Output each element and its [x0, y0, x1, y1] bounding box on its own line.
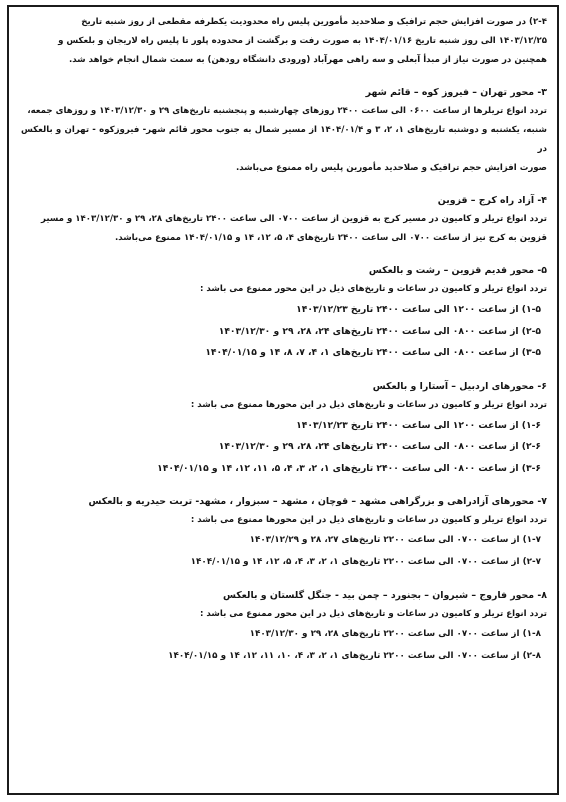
paragraph-line: شنبه، یکشنبه و دوشنبه تاریخ‌های ۱، ۲، ۳ و ۱۴۰۴/۰۱/۴ از مسیر شمال به جنوب محور قائم شهر- فیروزکوه - تهران و بالعکس در: [21, 125, 547, 154]
paragraph-line: ۱۴۰۳/۱۲/۲۵ الی روز شنبه تاریخ ۱۴۰۴/۰۱/۱۶ به صورت رفت و برگشت از محدوده پلور تا پلیس راه لاریجان و بلعکس و: [58, 36, 547, 46]
section-3: [21, 84, 547, 178]
section-7: [21, 493, 547, 573]
list-item: ۳-۶) از ساعت ۰۸۰۰ الی ساعت ۲۴۰۰ تاریخ‌های ۱، ۲، ۳، ۴، ۵، ۱۱، ۱۲، ۱۴ و ۱۴۰۴/۰۱/۱۵: [157, 462, 541, 474]
paragraph-line: صورت افزایش حجم ترافیک و صلاحدید مأمورین پلیس راه ممنوع می‌باشد.: [235, 163, 547, 173]
section-intro: تردد انواع تریلر و کامیون در ساعات و تاریخ‌های ذیل در این محور ممنوع می باشد :: [200, 284, 547, 294]
section-intro: تردد انواع تریلر و کامیون در ساعات و تاریخ‌های ذیل در این محورها ممنوع می باشد :: [190, 515, 547, 525]
document-body: [9, 7, 557, 793]
section-title: ۶- محورهای اردبیل – آستارا و بالعکس: [372, 380, 547, 392]
list-item: ۲-۵) از ساعت ۰۸۰۰ الی ساعت ۲۴۰۰ تاریخ‌های ۲۴، ۲۸، ۲۹ و ۱۴۰۳/۱۲/۳۰: [218, 325, 541, 337]
section-title: ۷- محورهای آزادراهی و بزرگراهی مشهد – قوچان ، مشهد – سبزوار ، مشهد- تربت حیدریه و بالعکس: [88, 496, 547, 507]
list-item: ۲-۷) از ساعت ۰۷۰۰ الی ساعت ۲۲۰۰ تاریخ‌های ۱، ۲، ۳، ۴، ۵، ۱۲، ۱۴ و ۱۴۰۴/۰۱/۱۵: [190, 556, 541, 567]
section-title: ۴- آزاد راه کرج – قزوین: [437, 195, 547, 206]
list-item: ۲-۸) از ساعت ۰۷۰۰ الی ساعت ۲۲۰۰ تاریخ‌های ۱، ۲، ۳، ۴، ۱۰، ۱۱، ۱۲، ۱۴ و ۱۴۰۴/۰۱/۱۵: [168, 650, 541, 661]
paragraph-line: قزوین به کرج نیز از ساعت ۰۷۰۰ الی ساعت ۲۴۰۰ تاریخ‌های ۴، ۵، ۱۲، ۱۴ و ۱۴۰۴/۰۱/۱۵ ممنوع می‌باشد.: [114, 233, 547, 243]
paragraph-line: تردد انواع تریلر و کامیون در مسیر کرج به قزوین از ساعت ۰۷۰۰ الی ساعت ۲۴۰۰ تاریخ‌های ۲۸، ۲۹ و ۱۴۰۳/۱۲/۳۰ و مسیر: [41, 214, 547, 224]
paragraph-line: تردد انواع تریلرها از ساعت ۰۶۰۰ الی ساعت ۲۴۰۰ روزهای چهارشنبه و پنجشنبه تاریخ‌های ۲۹ و ۱۴۰۳/۱۲/۳۰ و روزهای جمعه،: [27, 106, 547, 116]
section-intro: تردد انواع تریلر و کامیون در ساعات و تاریخ‌های ذیل در این محور ممنوع می باشد :: [200, 609, 547, 619]
list-item: ۱-۵) از ساعت ۱۲۰۰ الی ساعت ۲۴۰۰ تاریخ ۱۴۰۳/۱۲/۲۳: [296, 304, 541, 315]
section-4: [21, 192, 547, 248]
section-title: ۵- محور قدیم قزوین – رشت و بالعکس: [368, 265, 547, 276]
paragraph-line: همچنین در صورت نیاز از مبدأ آبعلی و سه راهی مهرآباد (ورودی دانشگاه رودهن) به سمت شمال انجام خواهد شد.: [68, 55, 547, 65]
section-intro: تردد انواع تریلر و کامیون در ساعات و تاریخ‌های ذیل در این محورها ممنوع می باشد :: [190, 399, 547, 410]
list-item: ۱-۶) از ساعت ۱۲۰۰ الی ساعت ۲۴۰۰ تاریخ ۱۴۰۳/۱۲/۲۳: [296, 419, 541, 431]
list-item: ۳-۵) از ساعت ۰۸۰۰ الی ساعت ۲۴۰۰ تاریخ‌های ۱، ۴، ۷، ۸، ۱۴ و ۱۴۰۴/۰۱/۱۵: [205, 347, 541, 358]
section-5: [21, 262, 547, 364]
list-item: ۲-۶) از ساعت ۰۸۰۰ الی ساعت ۲۴۰۰ تاریخ‌های ۲۴، ۲۸، ۲۹ و ۱۴۰۳/۱۲/۳۰: [218, 441, 541, 452]
section-title: ۸- محور فاروج – شیروان – بجنورد – چمن بید - جنگل گلستان و بالعکس: [222, 590, 547, 601]
section-title: ۳- محور تهران – فیروز کوه – قائم شهر: [365, 87, 547, 98]
section-6: [21, 378, 547, 480]
list-item: ۱-۸) از ساعت ۰۷۰۰ الی ساعت ۲۲۰۰ تاریخ‌های ۲۸، ۲۹ و ۱۴۰۳/۱۲/۳۰: [249, 629, 541, 639]
list-item: ۱-۷) از ساعت ۰۷۰۰ الی ساعت ۲۲۰۰ تاریخ‌های ۲۷، ۲۸ و ۱۴۰۳/۱۲/۲۹: [249, 535, 541, 545]
document-page: [7, 5, 559, 795]
section-8: [21, 587, 547, 667]
section-2-4: [21, 13, 547, 70]
paragraph-line: ۲-۴) در صورت افزایش حجم ترافیک و صلاحدید مأمورین پلیس راه محدودیت یکطرفه مقطعی از روز شنبه تاریخ: [81, 17, 547, 27]
